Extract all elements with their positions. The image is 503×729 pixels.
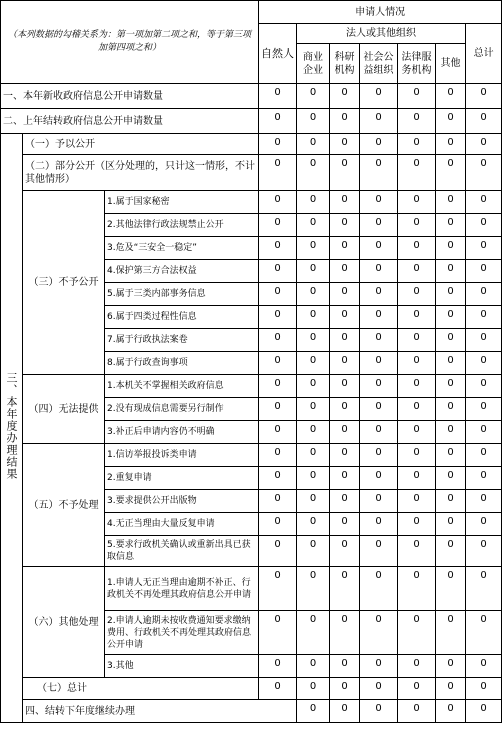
sub-label: 7.属于行政执法案卷: [105, 329, 259, 352]
cell: 0: [330, 700, 360, 723]
cell: 0: [330, 513, 360, 536]
cell: 0: [330, 611, 360, 655]
cell: 0: [466, 536, 502, 567]
cell: 0: [466, 329, 502, 352]
cell: 0: [297, 444, 330, 467]
cell: 0: [259, 329, 297, 352]
cell: 0: [330, 444, 360, 467]
cell: 0: [297, 352, 330, 375]
cell: 0: [297, 467, 330, 490]
cell: 0: [297, 536, 330, 567]
cell: 0: [466, 283, 502, 306]
cell: 0: [259, 467, 297, 490]
sub-label: 1.属于国家秘密: [105, 191, 259, 214]
cell: 0: [466, 237, 502, 260]
cell: 0: [398, 700, 436, 723]
row-label: 四、结转下年度继续办理: [23, 700, 297, 723]
cell: 0: [360, 134, 398, 155]
cell: 0: [330, 134, 360, 155]
cell: 0: [398, 191, 436, 214]
cell: 0: [398, 237, 436, 260]
cell: 0: [398, 134, 436, 155]
cell: 0: [360, 191, 398, 214]
cell: 0: [360, 306, 398, 329]
cell: 0: [330, 260, 360, 283]
legal-service-header: 法律服务机构: [398, 44, 436, 84]
cell: 0: [436, 329, 466, 352]
cell: 0: [330, 490, 360, 513]
cell: 0: [398, 490, 436, 513]
cell: 0: [398, 352, 436, 375]
cell: 0: [297, 134, 330, 155]
row-disclosed: [1, 134, 502, 155]
natural-person-header: 自然人: [259, 24, 297, 84]
cell: 0: [330, 283, 360, 306]
cell: 0: [360, 467, 398, 490]
cell: 0: [436, 109, 466, 134]
cell: 0: [436, 444, 466, 467]
cell: 0: [466, 421, 502, 444]
cell: 0: [436, 467, 466, 490]
unable-label: （四）无法提供: [23, 375, 105, 444]
cell: 0: [466, 155, 502, 191]
research-header: 科研机构: [330, 44, 360, 84]
cell: 0: [398, 375, 436, 398]
cell: 0: [398, 611, 436, 655]
commercial-header: 商业企业: [297, 44, 330, 84]
cell: 0: [259, 398, 297, 421]
row-partial: [1, 155, 502, 191]
cell: 0: [360, 237, 398, 260]
cell: 0: [297, 375, 330, 398]
row-subtotal: [1, 678, 502, 700]
sub-label: 4.保护第三方合法权益: [105, 260, 259, 283]
cell: 0: [259, 352, 297, 375]
cell: 0: [360, 678, 398, 700]
cell: 0: [466, 191, 502, 214]
cell: 0: [466, 467, 502, 490]
cell: 0: [297, 700, 330, 723]
cell: 0: [330, 421, 360, 444]
cell: 0: [330, 237, 360, 260]
cell: 0: [330, 329, 360, 352]
cell: 0: [297, 611, 330, 655]
cell: 0: [398, 109, 436, 134]
cell: 0: [259, 611, 297, 655]
not-processed-label: （五）不予处理: [23, 444, 105, 567]
cell: 0: [360, 567, 398, 611]
cell: 0: [297, 109, 330, 134]
cell: 0: [398, 84, 436, 109]
legal-or-other-header: 法人或其他组织: [297, 24, 466, 44]
cell: 0: [466, 655, 502, 678]
cell: 0: [360, 155, 398, 191]
cell: 0: [297, 191, 330, 214]
sub-label: 5.要求行政机关确认或重新出具已获取信息: [105, 536, 259, 567]
cell: 0: [466, 214, 502, 237]
cell: 0: [259, 536, 297, 567]
cell: 0: [398, 536, 436, 567]
cell: 0: [360, 513, 398, 536]
row-carried-over: [1, 109, 502, 134]
section3-text: 三、本年度办理结果: [5, 372, 18, 480]
row-label: 二、上年结转政府信息公开申请数量: [1, 109, 259, 134]
cell: 0: [360, 84, 398, 109]
cell: 0: [466, 700, 502, 723]
cell: 0: [297, 306, 330, 329]
cell: 0: [259, 109, 297, 134]
row-label: （二）部分公开（区分处理的，只计这一情形，不计其他情形）: [23, 155, 259, 191]
cell: 0: [259, 490, 297, 513]
cell: 0: [398, 214, 436, 237]
row-other-processing-1: [1, 567, 502, 611]
cell: 0: [360, 655, 398, 678]
row-label: （七）总计: [23, 678, 259, 700]
sub-label: 1.信访举报投诉类申请: [105, 444, 259, 467]
cell: 0: [466, 84, 502, 109]
cell: 0: [259, 134, 297, 155]
cell: 0: [436, 191, 466, 214]
cell: 0: [297, 398, 330, 421]
cell: 0: [360, 283, 398, 306]
sub-label: 5.属于三类内部事务信息: [105, 283, 259, 306]
cell: 0: [466, 260, 502, 283]
cell: 0: [360, 490, 398, 513]
cell: 0: [436, 375, 466, 398]
cell: 0: [398, 678, 436, 700]
cell: 0: [360, 260, 398, 283]
cell: 0: [297, 678, 330, 700]
row-not-processed-1: [1, 444, 502, 467]
cell: 0: [360, 214, 398, 237]
sub-label: 3.危及“三安全一稳定”: [105, 237, 259, 260]
cell: 0: [398, 398, 436, 421]
cell: 0: [259, 283, 297, 306]
cell: 0: [297, 283, 330, 306]
cell: 0: [466, 678, 502, 700]
cell: 0: [297, 655, 330, 678]
cell: 0: [259, 155, 297, 191]
cell: 0: [398, 513, 436, 536]
row-unable-1: [1, 375, 502, 398]
cell: 0: [398, 444, 436, 467]
cell: 0: [330, 155, 360, 191]
cell: 0: [436, 283, 466, 306]
sub-label: 4.无正当理由大量反复申请: [105, 513, 259, 536]
other-processing-label: （六）其他处理: [23, 567, 105, 678]
cell: 0: [436, 352, 466, 375]
cell: 0: [297, 513, 330, 536]
cell: 0: [360, 398, 398, 421]
cell: 0: [297, 155, 330, 191]
cell: 0: [436, 513, 466, 536]
cell: 0: [436, 398, 466, 421]
sub-label: 2.申请人逾期未按收费通知要求缴纳费用、行政机关不再处理其政府信息公开申请: [105, 611, 259, 655]
sub-label: 1.申请人无正当理由逾期不补正、行政机关不再处理其政府信息公开申请: [105, 567, 259, 611]
sub-label: 3.补正后申请内容仍不明确: [105, 421, 259, 444]
row-new-received: [1, 84, 502, 109]
cell: 0: [398, 306, 436, 329]
cell: 0: [259, 306, 297, 329]
cell: 0: [259, 567, 297, 611]
cell: 0: [259, 421, 297, 444]
cell: 0: [436, 237, 466, 260]
applicant-status-header: 申请人情况: [259, 1, 502, 24]
sub-label: 2.其他法律行政法规禁止公开: [105, 214, 259, 237]
cell: 0: [360, 375, 398, 398]
cell: 0: [330, 375, 360, 398]
cell: 0: [330, 398, 360, 421]
cell: 0: [466, 513, 502, 536]
cell: 0: [259, 444, 297, 467]
header-note: （本列数据的勾稽关系为：第一项加第二项之和，等于第三项加第四项之和）: [1, 1, 259, 84]
cell: 0: [436, 421, 466, 444]
cell: 0: [330, 214, 360, 237]
cell: 0: [466, 352, 502, 375]
sub-label: 3.其他: [105, 655, 259, 678]
cell: 0: [436, 655, 466, 678]
cell: 0: [259, 214, 297, 237]
cell: 0: [398, 567, 436, 611]
cell: 0: [297, 214, 330, 237]
cell: 0: [466, 306, 502, 329]
cell: 0: [259, 84, 297, 109]
cell: 0: [259, 260, 297, 283]
cell: 0: [330, 655, 360, 678]
sub-label: 1.本机关不掌握相关政府信息: [105, 375, 259, 398]
cell: 0: [398, 421, 436, 444]
cell: 0: [259, 191, 297, 214]
cell: 0: [297, 421, 330, 444]
cell: 0: [360, 329, 398, 352]
cell: 0: [398, 467, 436, 490]
cell: 0: [436, 134, 466, 155]
cell: 0: [330, 567, 360, 611]
cell: 0: [330, 678, 360, 700]
cell: 0: [360, 700, 398, 723]
total-header: 总计: [466, 24, 502, 84]
cell: 0: [330, 84, 360, 109]
cell: 0: [330, 109, 360, 134]
cell: 0: [436, 84, 466, 109]
sub-label: 2.重复申请: [105, 467, 259, 490]
social-welfare-header: 社会公益组织: [360, 44, 398, 84]
cell: 0: [297, 490, 330, 513]
row-label: （一）予以公开: [23, 134, 259, 155]
row-label: 一、本年新收政府信息公开申请数量: [1, 84, 259, 109]
cell: 0: [436, 611, 466, 655]
cell: 0: [466, 611, 502, 655]
cell: 0: [466, 444, 502, 467]
section3-label: [1, 134, 23, 723]
cell: 0: [398, 155, 436, 191]
cell: 0: [297, 567, 330, 611]
cell: 0: [436, 155, 466, 191]
row-not-disclosed-1: [1, 191, 502, 214]
cell: 0: [360, 536, 398, 567]
sub-label: 8.属于行政查询事项: [105, 352, 259, 375]
cell: 0: [360, 421, 398, 444]
cell: 0: [436, 678, 466, 700]
cell: 0: [466, 134, 502, 155]
cell: 0: [436, 700, 466, 723]
other-header: 其他: [436, 44, 466, 84]
not-disclosed-label: （三）不予公开: [23, 191, 105, 375]
cell: 0: [297, 84, 330, 109]
cell: 0: [398, 655, 436, 678]
cell: 0: [466, 567, 502, 611]
cell: 0: [398, 260, 436, 283]
cell: 0: [330, 536, 360, 567]
cell: 0: [466, 490, 502, 513]
cell: 0: [259, 513, 297, 536]
sub-label: 3.要求提供公开出版物: [105, 490, 259, 513]
cell: 0: [330, 352, 360, 375]
cell: 0: [330, 191, 360, 214]
cell: 0: [297, 329, 330, 352]
cell: 0: [330, 306, 360, 329]
cell: 0: [360, 352, 398, 375]
cell: 0: [436, 260, 466, 283]
cell: 0: [436, 306, 466, 329]
cell: 0: [466, 375, 502, 398]
cell: 0: [436, 214, 466, 237]
cell: 0: [436, 536, 466, 567]
cell: 0: [259, 375, 297, 398]
sub-label: 6.属于四类过程性信息: [105, 306, 259, 329]
cell: 0: [398, 329, 436, 352]
cell: 0: [360, 444, 398, 467]
row-next-year: [1, 700, 502, 723]
cell: 0: [297, 237, 330, 260]
cell: 0: [436, 567, 466, 611]
cell: 0: [259, 655, 297, 678]
cell: 0: [330, 467, 360, 490]
cell: 0: [436, 490, 466, 513]
cell: 0: [466, 109, 502, 134]
cell: 0: [360, 109, 398, 134]
cell: 0: [466, 398, 502, 421]
cell: 0: [297, 260, 330, 283]
sub-label: 2.没有现成信息需要另行制作: [105, 398, 259, 421]
cell: 0: [360, 611, 398, 655]
cell: 0: [398, 283, 436, 306]
cell: 0: [259, 237, 297, 260]
cell: 0: [259, 678, 297, 700]
